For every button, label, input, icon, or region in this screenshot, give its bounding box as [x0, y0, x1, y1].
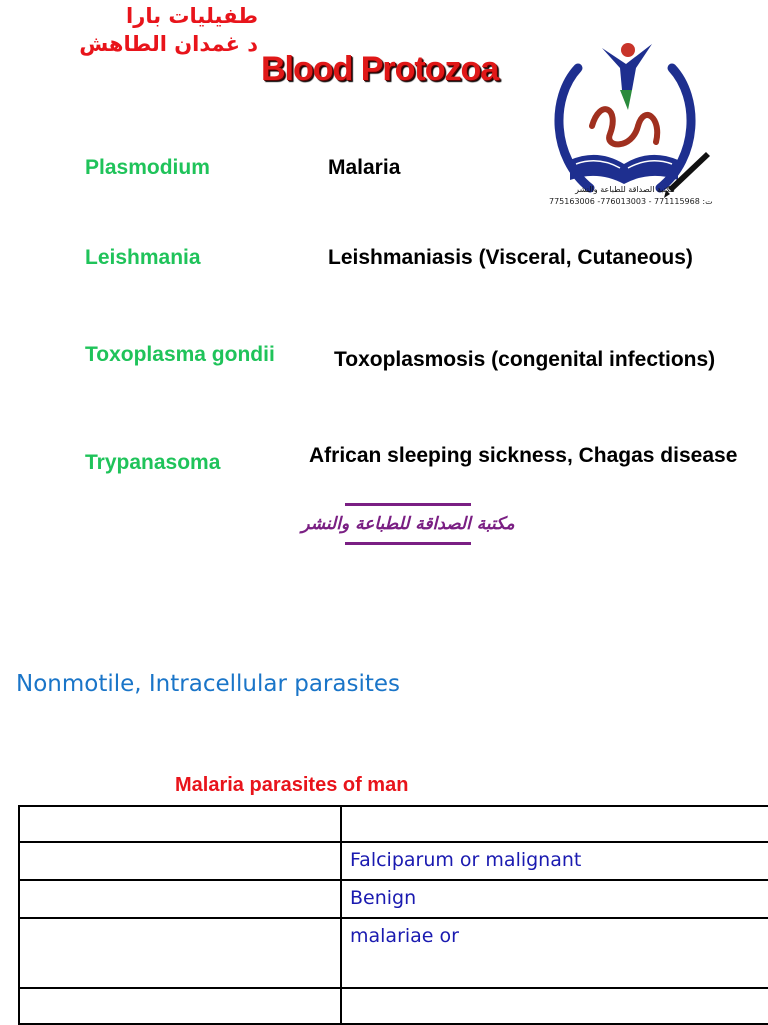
- table-cell: [341, 806, 768, 842]
- disease-sleeping-sickness: African sleeping sickness, Chagas disease: [309, 444, 738, 467]
- genus-trypanasoma: Trypanasoma: [85, 451, 221, 474]
- library-logo: [540, 38, 710, 214]
- table-cell: Falciparum or malignant: [341, 842, 768, 880]
- malaria-parasites-table: [18, 805, 768, 1025]
- author-arabic-line-1: طفيليات بارا: [126, 4, 258, 28]
- table-title: Malaria parasites of man: [175, 774, 409, 796]
- page-title: Blood Protozoa: [261, 50, 499, 88]
- table-cell: [19, 988, 341, 1024]
- library-logo-icon: [540, 38, 710, 214]
- table-cell: [19, 806, 341, 842]
- table-row: [19, 806, 768, 842]
- disease-malaria: Malaria: [328, 156, 401, 179]
- table-cell: [341, 988, 768, 1024]
- genus-leishmania: Leishmania: [85, 246, 201, 269]
- logo-phone-numbers: 775163006 -776013003 - 771115968 :ت: [549, 197, 713, 206]
- disease-toxoplasmosis: Toxoplasmosis (congenital infections): [334, 348, 716, 371]
- table-row: [19, 988, 768, 1024]
- table-cell: Benign: [341, 880, 768, 918]
- section-subtitle: Nonmotile, Intracellular parasites: [16, 671, 401, 697]
- table-row: [19, 880, 768, 918]
- author-arabic-line-2: د غمدان الطاهش: [79, 32, 258, 56]
- table-cell: [19, 880, 341, 918]
- table-cell: [19, 842, 341, 880]
- library-stamp: مكتبة الصداقة للطباعة والنشر: [345, 503, 471, 545]
- table-cell: malariae or: [341, 918, 768, 988]
- table-row: [19, 842, 768, 880]
- disease-leishmaniasis: Leishmaniasis (Visceral, Cutaneous): [328, 246, 693, 269]
- logo-library-name: مكتبة الصداقة للطباعة والنشر: [575, 185, 675, 194]
- table-cell: [19, 918, 341, 988]
- genus-toxoplasma: Toxoplasma gondii: [85, 343, 275, 366]
- table-row: [19, 918, 768, 988]
- genus-plasmodium: Plasmodium: [85, 156, 210, 179]
